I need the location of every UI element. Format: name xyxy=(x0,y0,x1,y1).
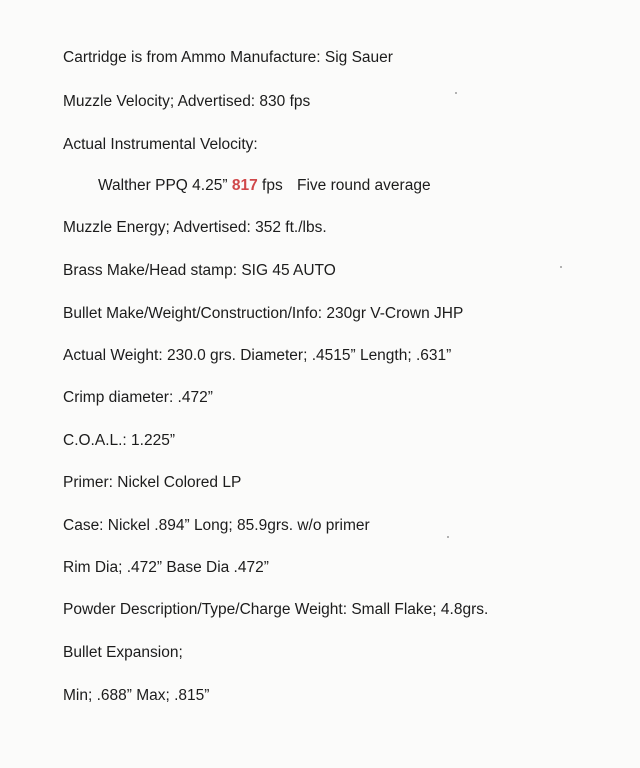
velocity-firearm: Walther PPQ 4.25” xyxy=(98,177,228,194)
headstamp-line: Brass Make/Head stamp: SIG 45 AUTO xyxy=(63,262,336,279)
crimp-diameter-line: Crimp diameter: .472” xyxy=(63,389,213,406)
coal-line: C.O.A.L.: 1.225” xyxy=(63,432,175,449)
paper-speck xyxy=(560,266,562,268)
powder-line: Powder Description/Type/Charge Weight: Small Flake; 4.8grs. xyxy=(63,601,489,618)
advertised-energy-line: Muzzle Energy; Advertised: 352 ft./lbs. xyxy=(63,219,327,236)
velocity-note: Five round average xyxy=(297,177,431,194)
manufacturer-line: Cartridge is from Ammo Manufacture: Sig Sauer xyxy=(63,49,393,66)
actual-velocity-heading: Actual Instrumental Velocity: xyxy=(63,136,258,153)
paper-speck xyxy=(455,92,457,94)
paper-speck xyxy=(447,536,449,538)
case-line: Case: Nickel .894” Long; 85.9grs. w/o primer xyxy=(63,517,370,534)
bullet-info-line: Bullet Make/Weight/Construction/Info: 230gr V-Crown JHP xyxy=(63,305,464,322)
velocity-measurement-line xyxy=(98,176,431,196)
velocity-unit: fps xyxy=(262,177,283,194)
actual-weight-line: Actual Weight: 230.0 grs. Diameter; .4515” Length; .631” xyxy=(63,347,452,364)
bullet-expansion-heading: Bullet Expansion; xyxy=(63,644,183,661)
advertised-velocity-line: Muzzle Velocity; Advertised: 830 fps xyxy=(63,93,311,110)
velocity-value: 817 xyxy=(231,177,258,194)
rim-dia-line: Rim Dia; .472” Base Dia .472” xyxy=(63,559,269,576)
primer-line: Primer: Nickel Colored LP xyxy=(63,474,242,491)
expansion-values-line: Min; .688” Max; .815” xyxy=(63,687,210,704)
